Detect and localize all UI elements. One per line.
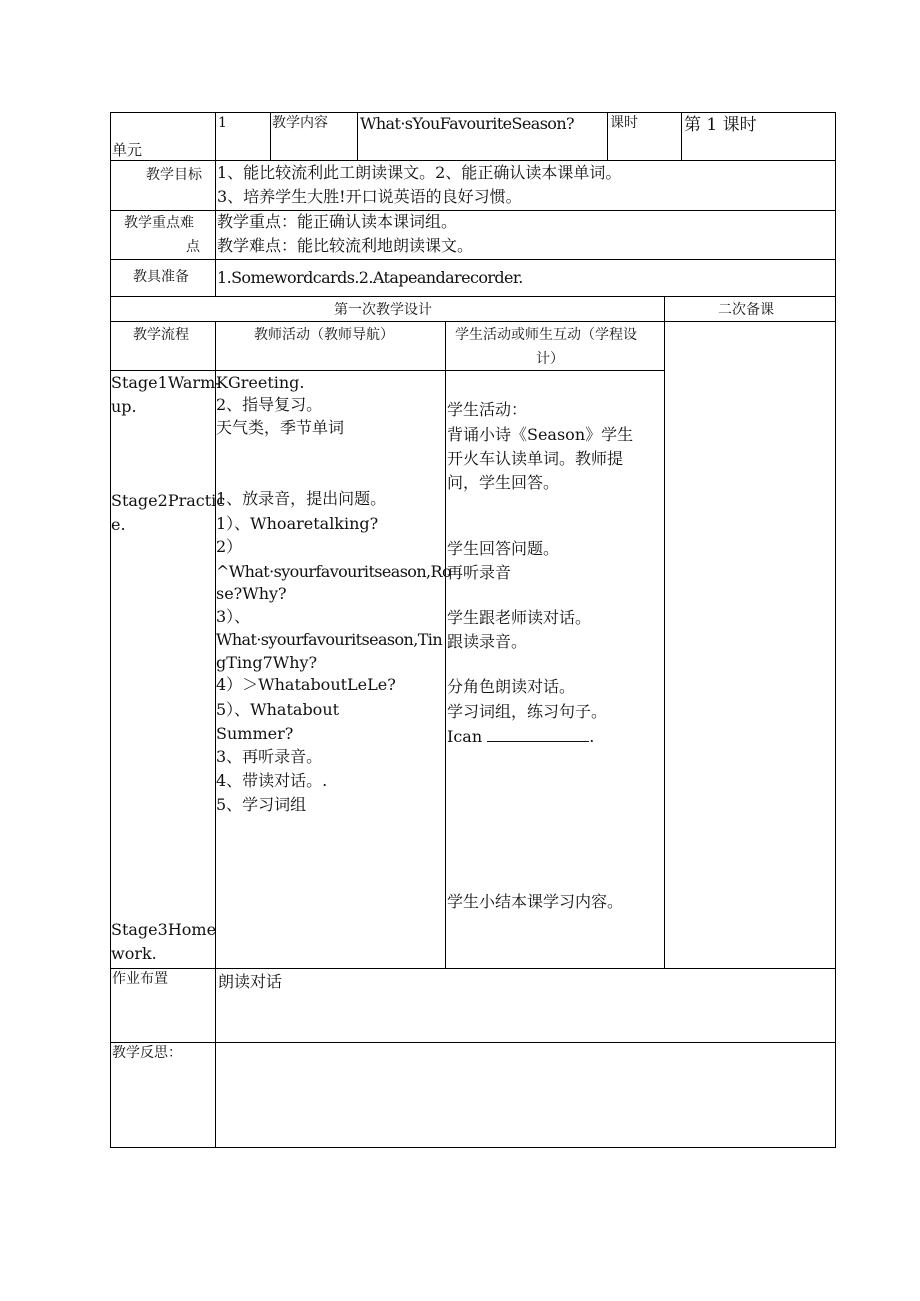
rule [110, 370, 665, 371]
teacher-line: 2） [216, 537, 243, 556]
rule [110, 210, 836, 211]
goals-label: 教学目标 [146, 167, 202, 183]
second-prep-heading: 二次备课 [718, 302, 774, 318]
keypoints-label-cont: 点 [186, 239, 200, 255]
teacher-line: se?Why? [216, 584, 287, 603]
student-line: 学生跟老师读对话。 [447, 608, 592, 627]
col-teacher-heading: 教师活动（教师导航） [254, 327, 394, 343]
period-label: 课时 [610, 115, 638, 131]
student-line-ican: Ican . [447, 727, 595, 746]
keypoints-line-1: 教学重点：能正确认读本课词组。 [217, 212, 458, 231]
content-label: 教学内容 [272, 115, 328, 131]
col-student-heading: 学生活动或师生互动（学程设 [455, 327, 637, 343]
rule [215, 112, 216, 297]
goals-line-2: 3、培养学生大胜!开口说英语的良好习惯。 [217, 187, 522, 206]
col-student-heading-cont: 计） [536, 351, 564, 367]
student-line: 学生小结本课学习内容。 [447, 892, 624, 911]
teacher-line: 5）、Whatabout [216, 700, 340, 719]
student-line: 再听录音 [447, 563, 512, 582]
rule [270, 112, 271, 161]
stage-2-title: Stage2Practic [111, 491, 226, 510]
reflection-label: 教学反思： [112, 1045, 182, 1061]
teacher-line: KGreeting. [216, 373, 305, 392]
student-line: 学生活动： [447, 400, 528, 419]
rule [607, 112, 608, 161]
teacher-line: 天气类，季节单词 [216, 418, 345, 437]
teacher-line: 4）＞WhataboutLeLe? [216, 675, 396, 694]
student-line: 跟读录音。 [447, 632, 528, 651]
unit-value: 1 [218, 115, 227, 131]
unit-label: 单元 [112, 141, 143, 159]
stage-3-title: Stage3Home [111, 920, 217, 939]
stage-1-title: Stage1Warm- [111, 373, 221, 392]
stage-1-title-cont: up. [111, 397, 137, 416]
rule [110, 321, 836, 322]
col-flow-heading: 教学流程 [133, 327, 189, 343]
rule [664, 296, 665, 969]
student-line: 开火车认读单词。教师提 [447, 449, 624, 468]
homework-label: 作业布置 [112, 971, 168, 987]
homework-value: 朗读对话 [218, 972, 283, 991]
teacher-line: 1）、Whoaretalking? [216, 514, 379, 533]
keypoints-label: 教学重点难 [124, 215, 194, 231]
teacher-line: 3）、 [216, 607, 251, 626]
rule [110, 112, 836, 113]
rule [110, 296, 836, 297]
teacher-line: 3、再听录音。 [216, 747, 323, 766]
ican-text: Ican [447, 727, 483, 746]
student-line: 学习词组，练习句子。 [447, 702, 608, 721]
rule [835, 112, 836, 1148]
student-line: 学生回答问题。 [447, 539, 560, 558]
rule [110, 160, 836, 161]
teacher-line: What·syourfavouritseason,Tin [216, 630, 443, 649]
teacher-line: 2、指导复习。 [216, 395, 323, 414]
tools-label: 教具准备 [133, 269, 189, 285]
first-design-heading: 第一次教学设计 [334, 302, 432, 318]
teacher-line: 1、放录音，提出问题。 [216, 489, 387, 508]
goals-line-1: 1、能比较流利此工朗读课文。2、能正确认读本课单词。 [217, 163, 622, 182]
student-line: 背诵小诗《Season》学生 [447, 425, 634, 444]
rule [681, 112, 682, 161]
fill-in-blank [487, 727, 589, 742]
teacher-line: gTing7Why? [216, 653, 318, 672]
tools-value: 1.Somewordcards.2.Atapeandarecorder. [217, 268, 523, 287]
rule [110, 968, 836, 969]
teacher-line: Summer? [216, 724, 294, 743]
rule [110, 1042, 836, 1043]
student-line: 分角色朗读对话。 [447, 677, 576, 696]
rule [110, 112, 111, 1148]
rule [357, 112, 358, 161]
student-line: 问，学生回答。 [447, 473, 560, 492]
rule [110, 259, 836, 260]
rule [445, 321, 446, 969]
teacher-line: 4、带读对话。. [216, 771, 328, 790]
stage-2-title-cont: e. [111, 515, 126, 534]
rule [110, 1147, 836, 1148]
teacher-line: ^What·syourfavouritseason,Ro [216, 562, 452, 581]
content-value: What·sYouFavouriteSeason? [360, 114, 575, 133]
period-value: 第 1 课时 [684, 115, 757, 135]
keypoints-line-2: 教学难点：能比较流利地朗读课文。 [217, 236, 474, 255]
teacher-line: 5、学习词组 [216, 795, 307, 814]
stage-3-title-cont: work. [111, 944, 157, 963]
